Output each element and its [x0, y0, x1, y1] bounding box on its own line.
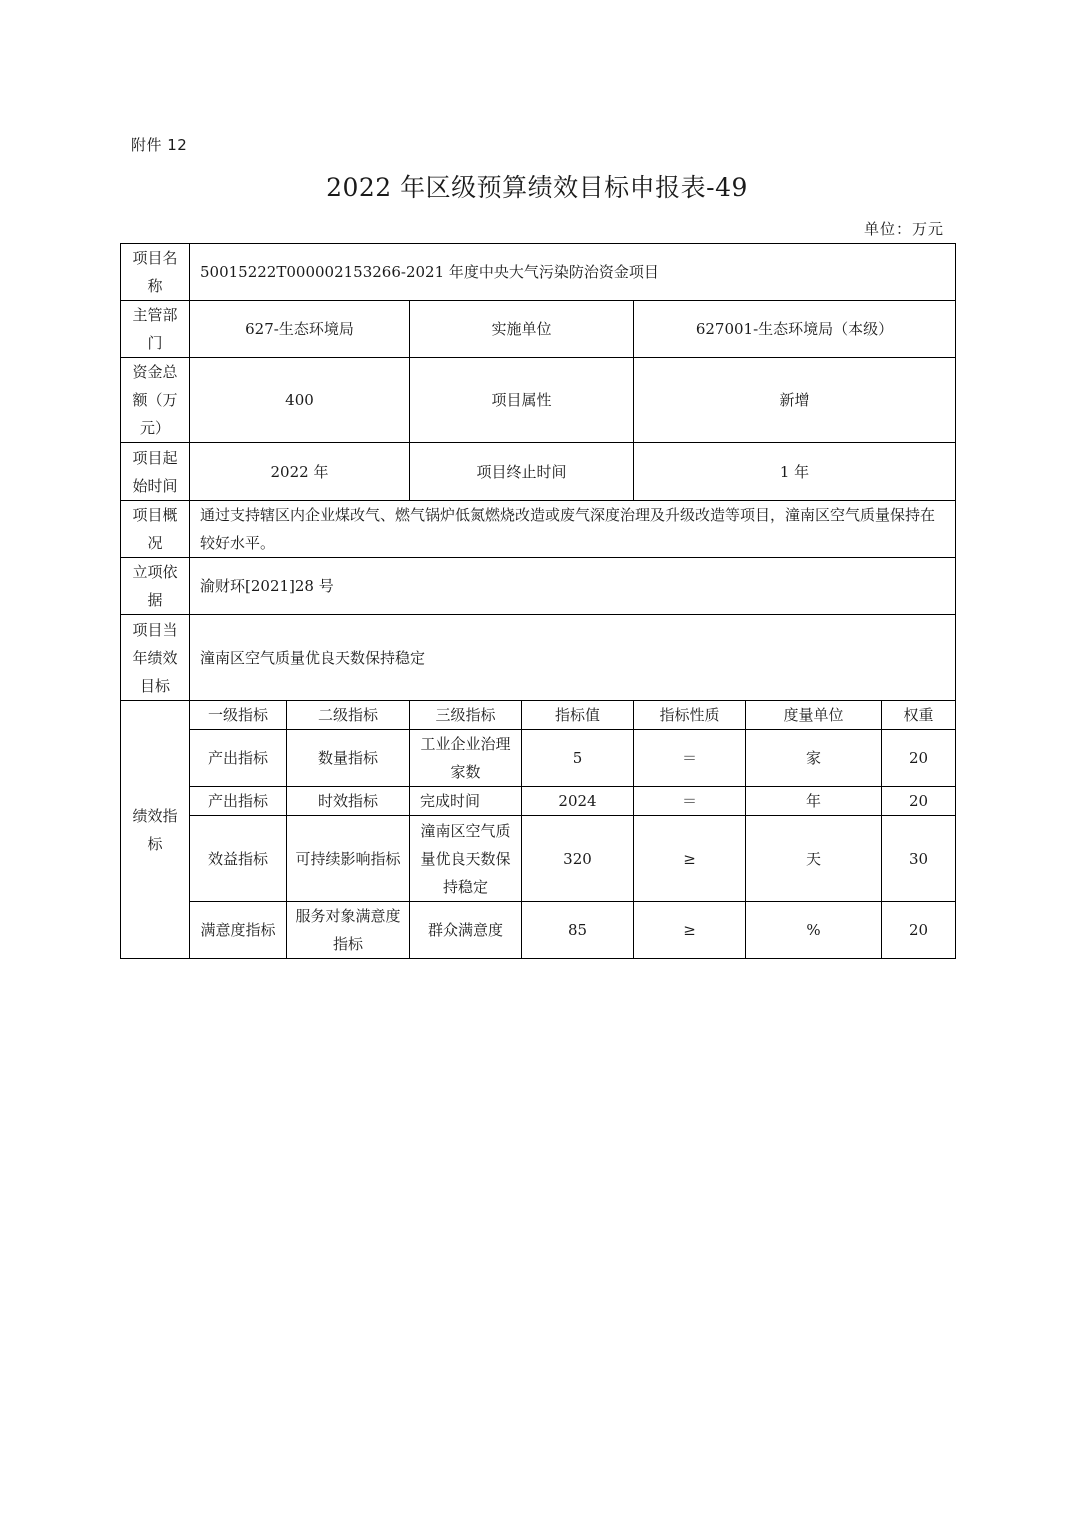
- start-time-label: 项目起始时间: [121, 443, 190, 501]
- basis-label: 立项依据: [121, 558, 190, 615]
- level1-cell: 满意度指标: [190, 902, 287, 959]
- unit-label: 单位：万元: [863, 220, 944, 238]
- row-project-name: [121, 244, 956, 301]
- row-fund: [121, 358, 956, 443]
- weight-cell: 20: [882, 730, 956, 787]
- level1-cell: 效益指标: [190, 816, 287, 902]
- header-level1: 一级指标: [190, 701, 287, 730]
- table-row: [121, 787, 956, 816]
- fund-total-value: 400: [190, 358, 410, 443]
- nature-cell: ≥: [634, 816, 746, 902]
- row-basis: [121, 558, 956, 615]
- nature-cell: ＝: [634, 787, 746, 816]
- annual-goal-value: 潼南区空气质量优良天数保持稳定: [190, 615, 956, 701]
- table-row: [121, 902, 956, 959]
- table-row: [121, 816, 956, 902]
- header-nature: 指标性质: [634, 701, 746, 730]
- overview-label: 项目概况: [121, 501, 190, 558]
- unit-cell: %: [746, 902, 882, 959]
- project-attribute-value: 新增: [634, 358, 956, 443]
- weight-cell: 20: [882, 902, 956, 959]
- level3-cell: 完成时间: [410, 787, 522, 816]
- indicators-section-label: 绩效指标: [121, 701, 190, 959]
- overview-value: 通过支持辖区内企业煤改气、燃气锅炉低氮燃烧改造或废气深度治理及升级改造等项目，潼南区空气质量保持在较好水平。: [190, 501, 956, 558]
- row-dates: [121, 443, 956, 501]
- end-time-value: 1 年: [634, 443, 956, 501]
- level2-cell: 可持续影响指标: [287, 816, 410, 902]
- end-time-label: 项目终止时间: [410, 443, 634, 501]
- indicator-header-row: [121, 701, 956, 730]
- row-department: [121, 301, 956, 358]
- header-value: 指标值: [522, 701, 634, 730]
- department-value: 627-生态环境局: [190, 301, 410, 358]
- project-name-label: 项目名称: [121, 244, 190, 301]
- level2-cell: 时效指标: [287, 787, 410, 816]
- value-cell: 2024: [522, 787, 634, 816]
- level1-cell: 产出指标: [190, 730, 287, 787]
- attachment-label: 附件 12: [131, 136, 188, 154]
- header-level2: 二级指标: [287, 701, 410, 730]
- row-annual-goal: [121, 615, 956, 701]
- value-cell: 5: [522, 730, 634, 787]
- header-weight: 权重: [882, 701, 956, 730]
- weight-cell: 20: [882, 787, 956, 816]
- implementing-unit-value: 627001-生态环境局（本级）: [634, 301, 956, 358]
- nature-cell: ≥: [634, 902, 746, 959]
- level2-cell: 服务对象满意度指标: [287, 902, 410, 959]
- project-name-value: 50015222T000002153266-2021 年度中央大气污染防治资金项目: [190, 244, 956, 301]
- level3-cell: 潼南区空气质量优良天数保持稳定: [410, 816, 522, 902]
- basis-value: 渝财环[2021]28 号: [190, 558, 956, 615]
- weight-cell: 30: [882, 816, 956, 902]
- department-label: 主管部门: [121, 301, 190, 358]
- unit-cell: 年: [746, 787, 882, 816]
- row-overview: [121, 501, 956, 558]
- project-attribute-label: 项目属性: [410, 358, 634, 443]
- nature-cell: ＝: [634, 730, 746, 787]
- fund-total-label: 资金总额（万元）: [121, 358, 190, 443]
- level2-cell: 数量指标: [287, 730, 410, 787]
- table-row: [121, 730, 956, 787]
- level3-cell: 工业企业治理家数: [410, 730, 522, 787]
- level3-cell: 群众满意度: [410, 902, 522, 959]
- value-cell: 85: [522, 902, 634, 959]
- page-title: 2022 年区级预算绩效目标申报表-49: [326, 173, 748, 202]
- unit-cell: 家: [746, 730, 882, 787]
- value-cell: 320: [522, 816, 634, 902]
- implementing-unit-label: 实施单位: [410, 301, 634, 358]
- performance-target-table: [120, 243, 956, 959]
- level1-cell: 产出指标: [190, 787, 287, 816]
- start-time-value: 2022 年: [190, 443, 410, 501]
- header-level3: 三级指标: [410, 701, 522, 730]
- header-unit: 度量单位: [746, 701, 882, 730]
- unit-cell: 天: [746, 816, 882, 902]
- annual-goal-label: 项目当年绩效目标: [121, 615, 190, 701]
